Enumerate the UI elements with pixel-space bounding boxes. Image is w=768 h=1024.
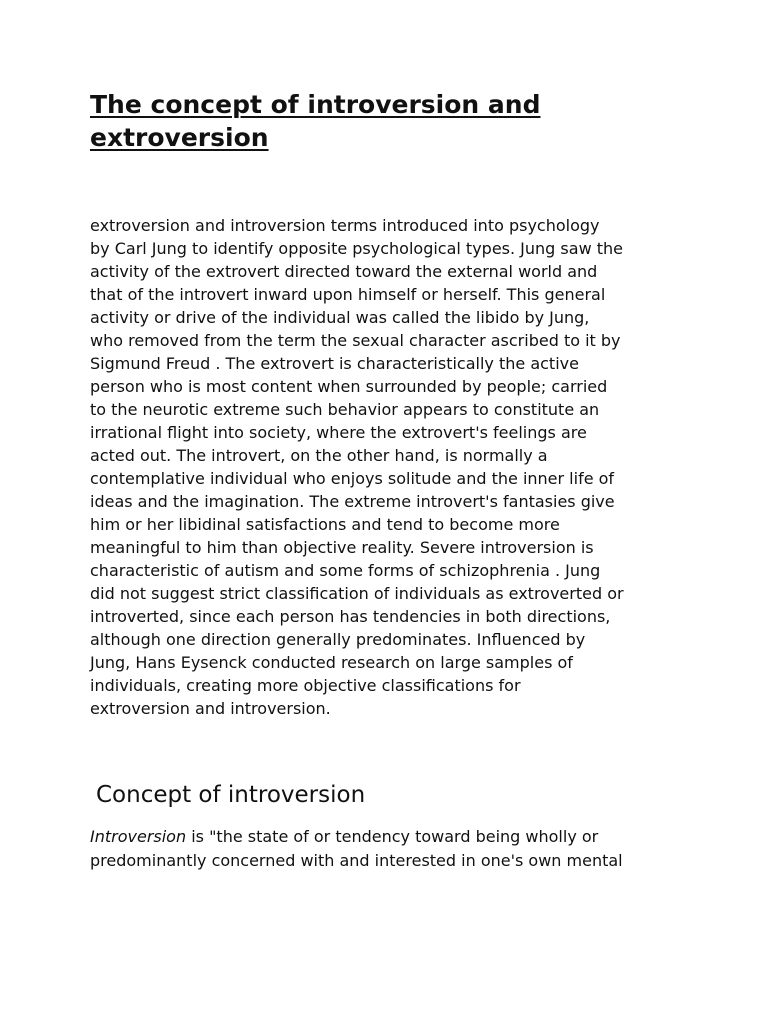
definition-line: [90, 825, 690, 849]
body-paragraph: [90, 214, 680, 720]
definition-line: predominantly concerned with and interested in one's own mental: [90, 851, 623, 870]
body-line: although one direction generally predominates. Influenced by: [90, 630, 586, 649]
body-line: contemplative individual who enjoys solitude and the inner life of: [90, 469, 615, 488]
body-line: that of the introvert inward upon himself or herself. This general: [90, 285, 606, 304]
definition-paragraph: [90, 825, 690, 873]
section-heading: Concept of introversion: [96, 782, 366, 808]
body-line: to the neurotic extreme such behavior appears to constitute an: [90, 400, 600, 419]
body-line: him or her libidinal satisfactions and tend to become more: [90, 515, 560, 534]
body-line: meaningful to him than objective reality. Severe introversion is: [90, 538, 594, 557]
body-line: who removed from the term the sexual character ascribed to it by: [90, 331, 621, 350]
title-line: The concept of introversion and: [90, 90, 541, 119]
body-line: Sigmund Freud . The extrovert is characteristically the active: [90, 354, 579, 373]
body-line: irrational flight into society, where the extrovert's feelings are: [90, 423, 587, 442]
body-line: ideas and the imagination. The extreme introvert's fantasies give: [90, 492, 615, 511]
body-line: extroversion and introversion terms introduced into psychology: [90, 216, 600, 235]
page-title: [90, 88, 690, 154]
body-line: Jung, Hans Eysenck conducted research on large samples of: [90, 653, 573, 672]
body-line: person who is most content when surrounded by people; carried: [90, 377, 608, 396]
body-line: by Carl Jung to identify opposite psychological types. Jung saw the: [90, 239, 623, 258]
body-line: activity or drive of the individual was called the libido by Jung,: [90, 308, 590, 327]
body-line: activity of the extrovert directed toward the external world and: [90, 262, 598, 281]
body-line: individuals, creating more objective classifications for: [90, 676, 521, 695]
definition-text: is "the state of or tendency toward being wholly or: [186, 827, 599, 846]
body-line: characteristic of autism and some forms of schizophrenia . Jung: [90, 561, 601, 580]
body-line: introverted, since each person has tendencies in both directions,: [90, 607, 611, 626]
body-line: acted out. The introvert, on the other hand, is normally a: [90, 446, 548, 465]
body-line: did not suggest strict classification of individuals as extroverted or: [90, 584, 624, 603]
title-line: extroversion: [90, 123, 269, 152]
body-line: extroversion and introversion.: [90, 699, 331, 718]
definition-term: Introversion: [90, 827, 187, 846]
